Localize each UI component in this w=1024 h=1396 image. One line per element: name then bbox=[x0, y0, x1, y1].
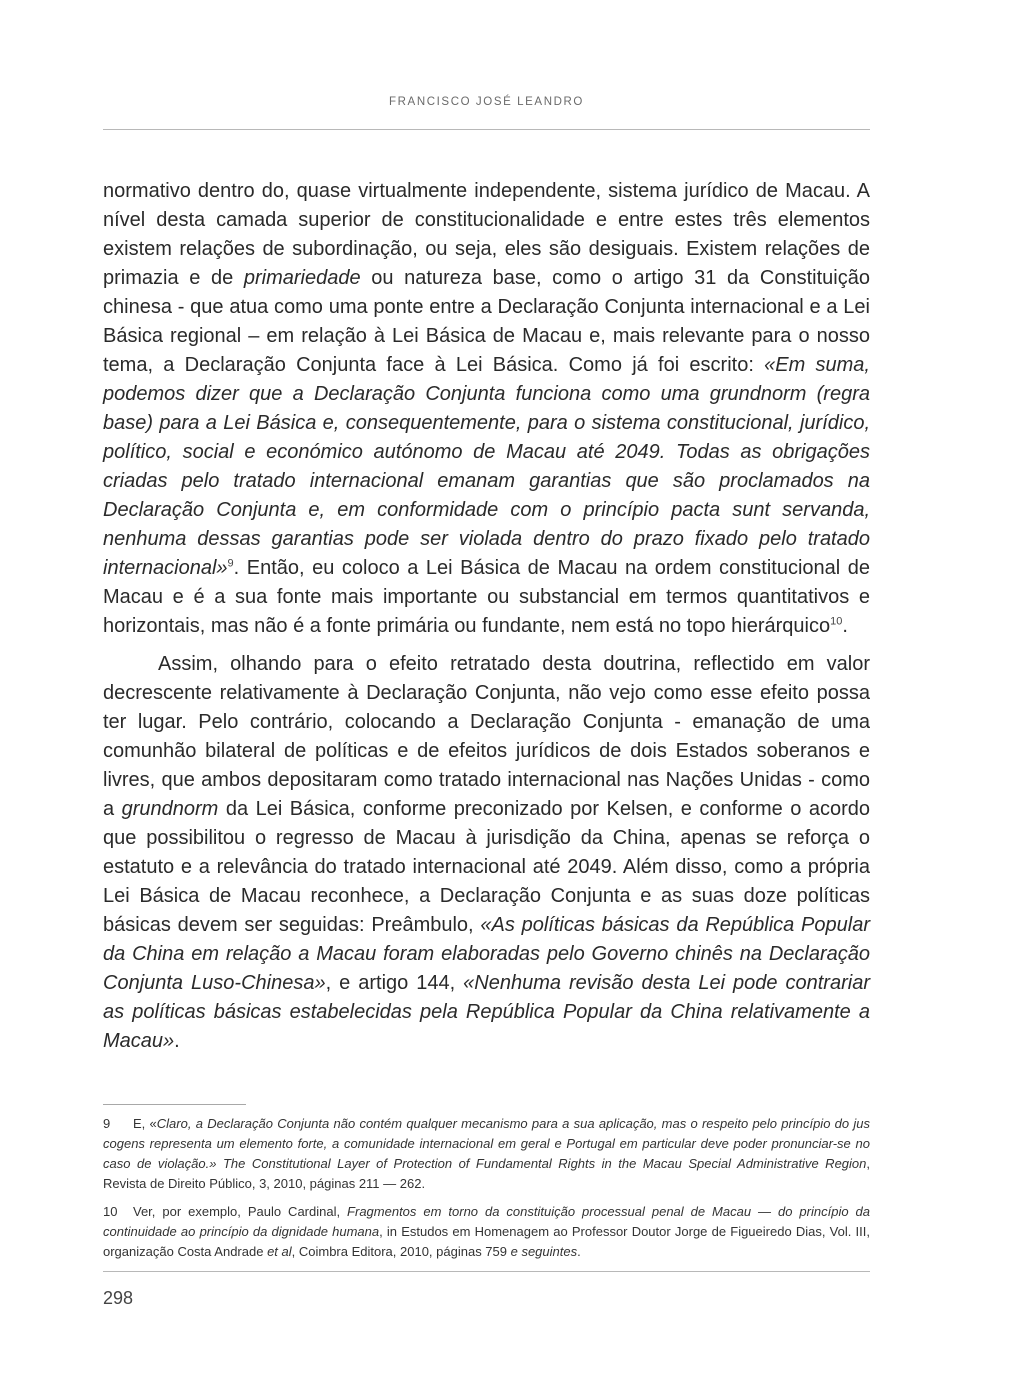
p1-italic-1: primariedade bbox=[243, 267, 361, 289]
fn10-italic-seguintes: e seguintes bbox=[510, 1244, 578, 1259]
p2-text-2: da Lei Básica, conforme preconizado por Kelsen, e conforme o acordo que possibilitou o regresso de Macau à jurisdição da China, apenas se reforça o estatuto e a relevância do tratado internacional até 2049. Além disso, como a própria Lei Básica de Macau reconhece, a Declaração Conjunta e as suas doze políticas básicas devem ser seguidas: Preâmbulo, bbox=[103, 798, 870, 936]
footnote-separator bbox=[103, 1104, 246, 1105]
p2-text-3: , e artigo 144, bbox=[325, 972, 464, 994]
p1-text-1: normativo dentro do, quase virtualmente independente, sistema jurídico de Macau. A nível desta camada superior de constitucionalidade e entre estes três elementos existem relações de subordinação, ou seja, eles são desiguais. Existem relações de primazia e de bbox=[103, 180, 870, 289]
p2-quote-1: «As políticas básicas da República Popular da China em relação a Macau foram elaboradas pelo Governo chinês na Declaração Conjunta Luso-Chinesa» bbox=[103, 914, 870, 994]
p1-text-3: . Então, eu coloco a Lei Básica de Macau na ordem constitucional de Macau e é a sua fonte mais importante ou substancial em termos quantitativos e horizontais, mas não é a fonte primária ou fundante, nem está no topo hierárquico bbox=[103, 557, 870, 637]
paragraph-1 bbox=[103, 177, 870, 641]
fn9-text-2: , Revista de Direito Público, 3, 2010, páginas 211 — 262. bbox=[103, 1156, 870, 1191]
header-rule bbox=[103, 129, 870, 130]
fn10-italic-title: Fragmentos em torno da constituição processual penal de Macau — do princípio da continuidade ao princípio da dignidade humana bbox=[103, 1204, 870, 1239]
footer-rule bbox=[103, 1271, 870, 1272]
footnote-10 bbox=[103, 1202, 870, 1262]
running-head: FRANCISCO JOSÉ LEANDRO bbox=[389, 96, 584, 108]
p1-quote: «Em suma, podemos dizer que a Declaração Conjunta funciona como uma grundnorm (regra base) para a Lei Básica e, consequentemente, para o sistema constitucional, jurídico, político, social e económico autónomo de Macau até 2049. Todas as obrigações criadas pelo tratado internacional emanam garantias que são proclamados na Declaração Conjunta e, em conformidade com o princípio pacta sunt servanda, nenhuma dessas garantias pode ser violada dentro do prazo fixado pelo tratado internacional» bbox=[103, 354, 870, 579]
p1-text-2: ou natureza base, como o artigo 31 da Constituição chinesa - que atua como uma ponte entre a Declaração Conjunta internacional e a Lei Básica regional – em relação à Lei Básica de Macau e, mais relevante para o nosso tema, a Declaração Conjunta face à Lei Básica. Como já foi escrito: bbox=[103, 267, 870, 376]
paragraph-2 bbox=[103, 650, 870, 1056]
fn9-text-1: E, « bbox=[133, 1116, 157, 1131]
p2-quote-2: «Nenhuma revisão desta Lei pode contrariar as políticas básicas estabelecidas pela República Popular da China relativamente a Macau» bbox=[103, 972, 870, 1052]
p2-italic-1: grundnorm bbox=[121, 798, 219, 820]
footnote-number: 9 bbox=[103, 1116, 111, 1131]
fn10-text-4: . bbox=[577, 1244, 581, 1259]
footnote-ref-9[interactable]: 9 bbox=[227, 557, 234, 570]
footnotes bbox=[103, 1114, 870, 1262]
footnote-number: 10 bbox=[103, 1204, 118, 1219]
fn10-text-2: , in Estudos em Homenagem ao Professor Doutor Jorge de Figueiredo Dias, Vol. III, organização Costa Andrade bbox=[103, 1224, 870, 1259]
page-number: 298 bbox=[103, 1288, 134, 1308]
fn10-text-3: , Coimbra Editora, 2010, páginas 759 bbox=[291, 1244, 511, 1259]
p1-text-4: . bbox=[842, 615, 848, 637]
fn10-italic-et-al: et al bbox=[267, 1244, 292, 1259]
p2-text-4: . bbox=[174, 1030, 180, 1052]
fn9-italic: Claro, a Declaração Conjunta não contém qualquer mecanismo para a sua aplicação, mas o respeito pelo princípio do jus cogens representa um elemento forte, a comunidade internacional em geral e Portugal em particular deve poder pronunciar-se no caso de violação.» The Constitutional Layer of Protection of Fundamental Rights in the Macau Special Administrative Region bbox=[103, 1116, 871, 1171]
fn10-text-1: Ver, por exemplo, Paulo Cardinal, bbox=[133, 1204, 348, 1219]
p2-text-1: Assim, olhando para o efeito retratado desta doutrina, reflectido em valor decrescente relativamente à Declaração Conjunta, não vejo como esse efeito possa ter lugar. Pelo contrário, colocando a Declaração Conjunta - emanação de uma comunhão bilateral de políticas e de efeitos jurídicos de dois Estados soberanos e livres, que ambos depositaram como tratado internacional nas Nações Unidas - como a bbox=[103, 653, 870, 820]
footnote-9 bbox=[103, 1114, 870, 1194]
body-text bbox=[103, 177, 870, 1056]
footnote-ref-10[interactable]: 10 bbox=[830, 615, 843, 628]
